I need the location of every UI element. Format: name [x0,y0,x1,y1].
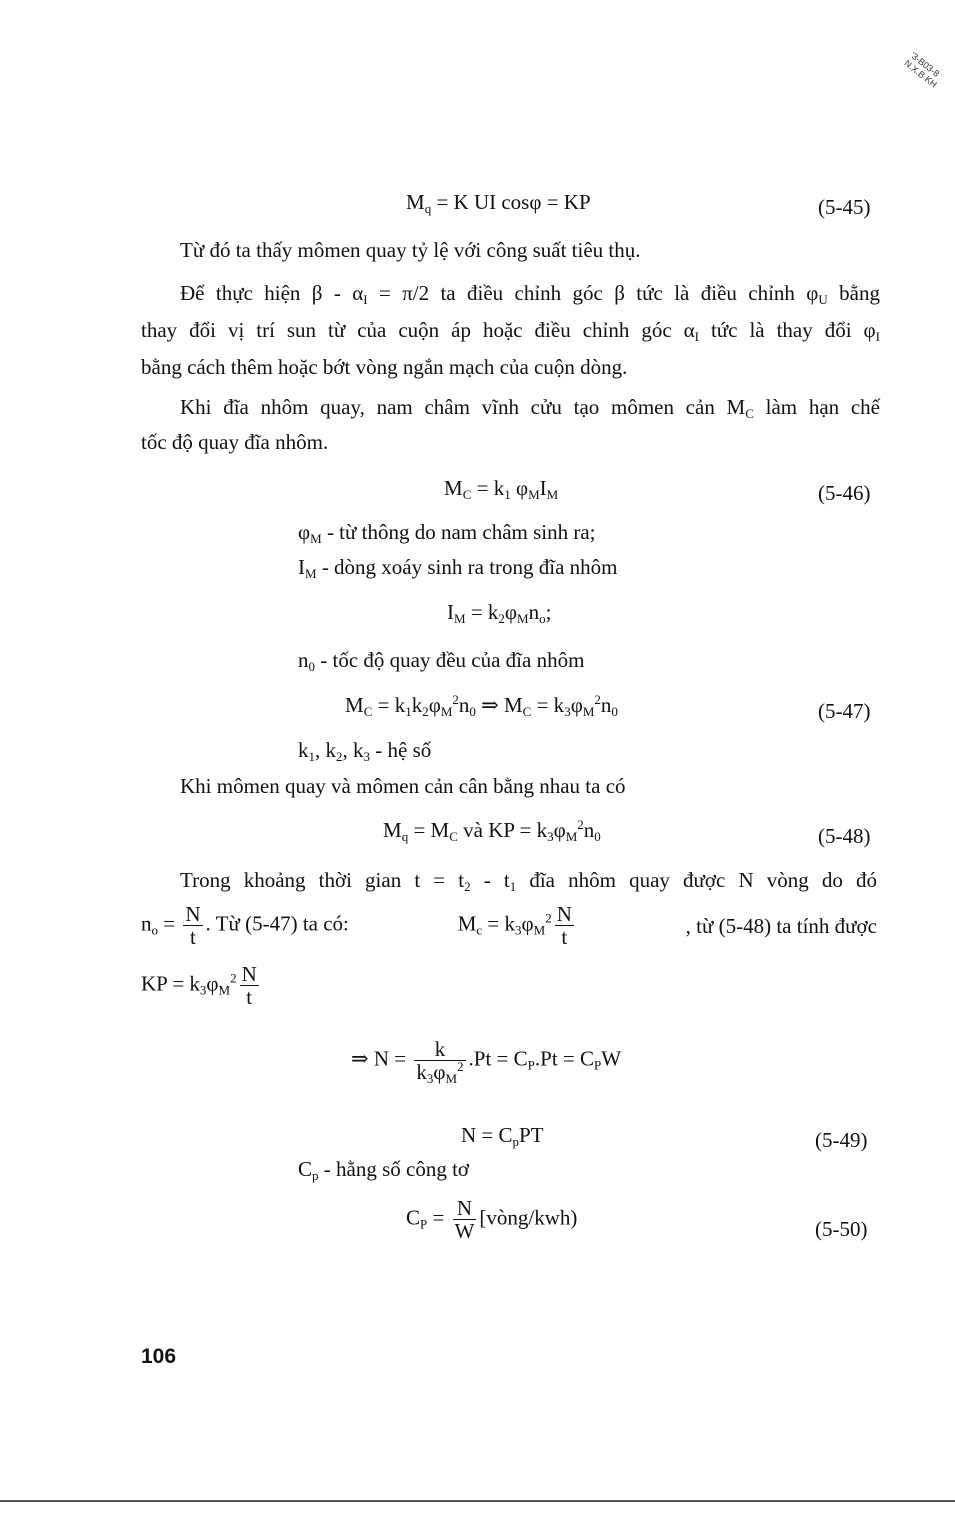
equation-number: (5-47) [818,699,871,723]
fraction: $\frac{N}{t}$ [241,962,257,1009]
equation-5-50: $C_P$ = $\frac{N}{W}$ [vòng/kwh) [406,1196,578,1243]
definition-line: $C_p$ - hằng số công tơ [298,1157,470,1183]
fraction: $\frac{N}{t}$ [556,902,572,949]
definition-line: $n_0$ - tốc độ quay đều của đĩa nhôm [298,648,585,674]
paragraph-line: $n_o$ = $\frac{N}{t}$ . Từ (5-47) ta có: $M_c = k_3\varphi_M^2$ $\frac{N}{t}$ , từ (5-48) ta tính được [141,902,877,949]
equation-5-46: $M_C = k_1$ $\varphi_MI_M$ [444,476,559,502]
paragraph-line: Khi đĩa nhôm quay, nam châm vĩnh cửu tạo mômen cản $M_C$ làm hạn chế [180,395,880,421]
paragraph-line: bằng cách thêm hoặc bớt vòng ngắn mạch của cuộn dòng. [141,355,628,379]
equation-5-45: $M_q = K$ UI cosφ = KP [406,190,591,216]
scan-edge [0,1500,955,1502]
paragraph-line: Trong khoảng thời gian $t = t_2 - t_1$ đĩa nhôm quay được N vòng do đó [180,868,877,894]
definition-line: $k_1$, $k_2$, $k_3$ - hệ số [298,738,432,764]
definition-line: $I_M$ - dòng xoáy sinh ra trong đĩa nhôm [298,555,618,581]
page-number: 106 [141,1345,177,1368]
paragraph-line: thay đổi vị trí sun từ của cuộn áp hoặc điều chỉnh góc $\alpha_I$ tức là thay đổi $\varphi_I$ [141,318,880,344]
equation-5-48: $M_q = M_C$ và KP = $k_3\varphi_M^2n_0$ [383,817,601,844]
library-stamp: '3-B03-8 N.X.B KH [902,50,942,90]
equation-im: $I_M = k_2\varphi_Mn_o$; [447,600,552,626]
fraction: $\frac{k}{k_3\varphi_M^2}$ [416,1037,464,1086]
paragraph-line: Để thực hiện $\beta - \alpha_I = \pi/2$ ta điều chỉnh góc β tức là điều chỉnh $\varphi_U$ bằng [180,281,881,307]
paragraph-line: KP = $k_3\varphi_M^2$ $\frac{N}{t}$ [141,962,257,1009]
fraction: $\frac{N}{t}$ [185,902,201,949]
equation-5-47: $M_C = k_1k_2\varphi_M^2n_0$ ⇒ $M_C = k_3\varphi_M^2n_0$ [345,692,618,719]
equation-number: (5-50) [815,1217,868,1241]
equation-5-49: $N = C_pPT$ [461,1123,544,1149]
paragraph-line: Khi mômen quay và mômen cản cân bằng nhau ta có [180,774,626,798]
definition-line: $\varphi_M$ - từ thông do nam châm sinh ra; [298,520,596,546]
equation-number: (5-45) [818,195,871,219]
equation-number: (5-48) [818,824,871,848]
equation-number: (5-49) [815,1128,868,1152]
paragraph-line: Từ đó ta thấy mômen quay tỷ lệ với công suất tiêu thụ. [180,238,641,262]
equation-n: ⇒ N = $\frac{k}{k_3\varphi_M^2}$ $.Pt = C_P.Pt = C_PW$ [351,1037,622,1086]
paragraph-line: tốc độ quay đĩa nhôm. [141,430,329,454]
equation-number: (5-46) [818,481,871,505]
fraction: $\frac{N}{W}$ [454,1196,475,1243]
